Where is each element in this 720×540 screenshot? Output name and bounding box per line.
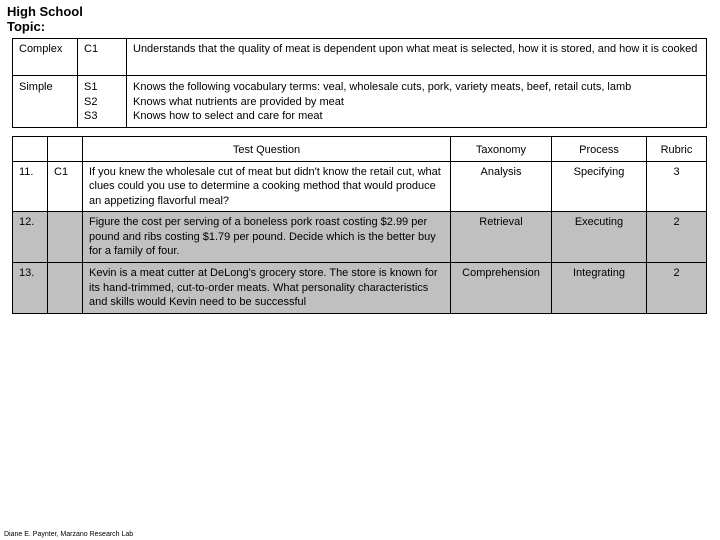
question-process: Specifying xyxy=(552,161,647,212)
question-code: C1 xyxy=(48,161,83,212)
question-row xyxy=(13,212,707,263)
topic-level-cell: Complex xyxy=(13,39,78,76)
header-rubric: Rubric xyxy=(647,137,707,162)
topic-description: Knows what nutrients are provided by meat xyxy=(133,95,344,108)
heading-level: High School xyxy=(7,4,83,19)
question-process: Executing xyxy=(552,212,647,263)
question-rubric: 2 xyxy=(647,263,707,314)
topic-code: S1 xyxy=(84,81,98,93)
heading-topic: Topic: xyxy=(7,19,46,34)
topic-description: Understands that the quality of meat is dependent upon what meat is selected, how it is stored, and how it is cooked xyxy=(133,43,698,55)
question-code xyxy=(48,212,83,263)
topic-row-complex xyxy=(13,39,707,76)
question-row xyxy=(13,263,707,314)
question-text: Kevin is a meat cutter at DeLong's grocery store. The store is known for its hand-trimmed, cut-to-order meats. What personality characteristics and skills would Kevin need to be successful xyxy=(83,263,451,314)
question-number: 11. xyxy=(13,161,48,212)
topic-table xyxy=(12,38,707,128)
topic-row-simple xyxy=(13,76,707,128)
topic-description-cell xyxy=(127,76,707,128)
topic-codes-cell xyxy=(78,76,127,128)
question-taxonomy: Analysis xyxy=(451,161,552,212)
topic-description: Knows the following vocabulary terms: veal, wholesale cuts, pork, variety meats, beef, retail cuts, lamb xyxy=(133,81,632,93)
page-heading xyxy=(7,4,83,34)
topic-description-cell xyxy=(127,39,707,76)
topic-codes-cell xyxy=(78,39,127,76)
question-row xyxy=(13,161,707,212)
topic-code: C1 xyxy=(84,43,99,55)
test-question-table xyxy=(12,136,707,314)
question-taxonomy: Retrieval xyxy=(451,212,552,263)
header-number xyxy=(13,137,48,162)
footer-credit: Diane E. Paynter, Marzano Research Lab xyxy=(4,531,134,538)
question-number: 12. xyxy=(13,212,48,263)
topic-code: S3 xyxy=(84,110,98,122)
question-text: If you knew the wholesale cut of meat but didn't know the retail cut, what clues could you use to determine a cooking method that would produce an appetizing flavorful meal? xyxy=(83,161,451,212)
question-rubric: 2 xyxy=(647,212,707,263)
topic-level-cell: Simple xyxy=(13,76,78,128)
question-taxonomy: Comprehension xyxy=(451,263,552,314)
topic-description: Knows how to select and care for meat xyxy=(133,110,323,122)
topic-code: S2 xyxy=(84,95,98,108)
header-process: Process xyxy=(552,137,647,162)
question-code xyxy=(48,263,83,314)
question-header-row xyxy=(13,137,707,162)
header-code xyxy=(48,137,83,162)
question-text: Figure the cost per serving of a boneless pork roast costing $2.99 per pound and ribs costing $1.79 per pound. Decide which is the better buy for a family of four. xyxy=(83,212,451,263)
header-test-question: Test Question xyxy=(83,137,451,162)
question-rubric: 3 xyxy=(647,161,707,212)
question-number: 13. xyxy=(13,263,48,314)
header-taxonomy: Taxonomy xyxy=(451,137,552,162)
question-process: Integrating xyxy=(552,263,647,314)
